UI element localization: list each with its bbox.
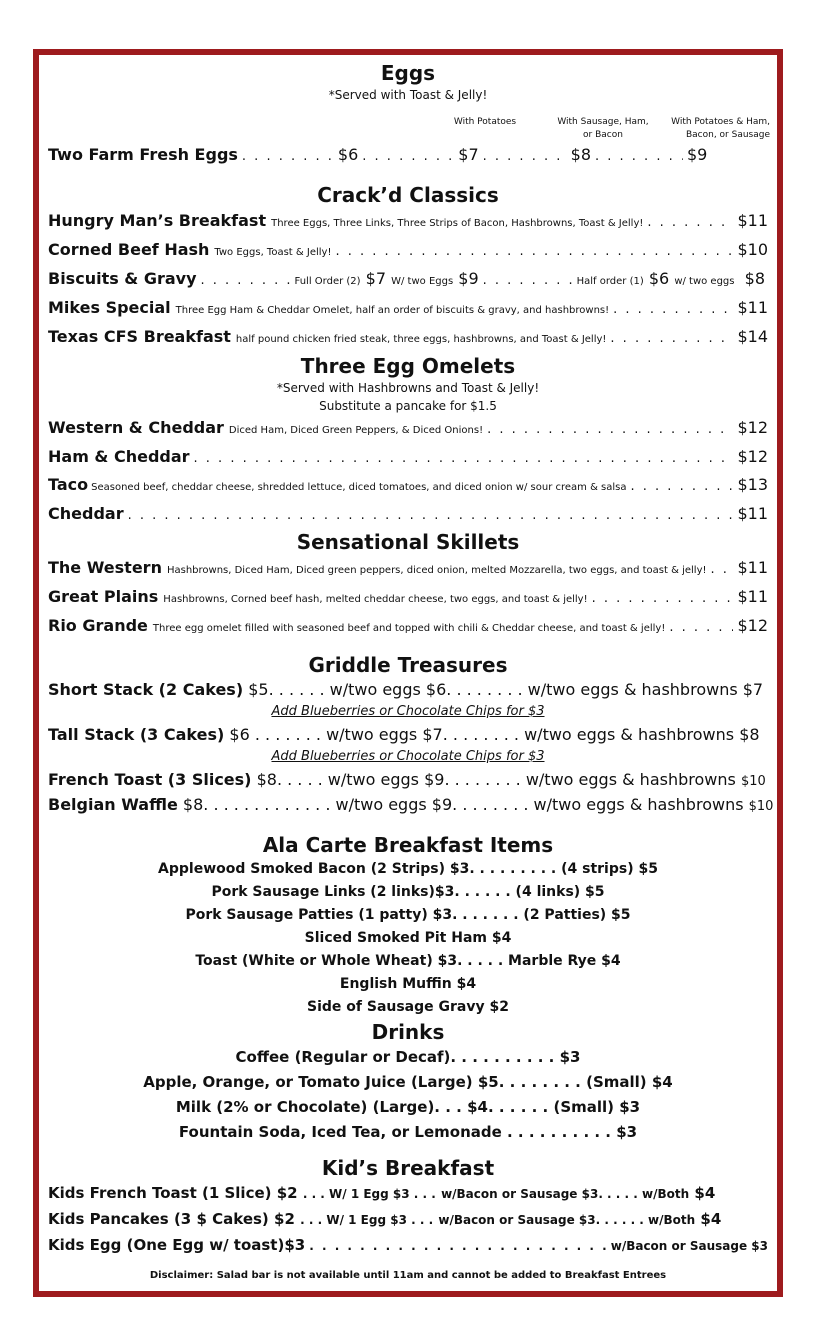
classics-item-row xyxy=(48,237,768,266)
menu-item-desc: Hashbrowns, Diced Ham, Diced green peppers, diced onion, melted Mozzarella, two eggs, and toast & jelly! xyxy=(166,565,707,576)
eggs-item-name: Two Farm Fresh Eggs xyxy=(48,145,238,164)
eggs-col-header-sausage: With Sausage, Ham, or Bacon xyxy=(557,117,649,140)
menu-item-price: $14 xyxy=(737,327,768,346)
menu-item-price: $12 xyxy=(737,616,768,635)
biscuits-eggs-price: $9 xyxy=(458,269,479,288)
menu-item-price: $11 xyxy=(737,211,768,230)
biscuits-eggs-label: W/ two Eggs xyxy=(391,276,454,287)
menu-item-desc: Three Egg Ham & Cheddar Omelet, half an order of biscuits & gravy, and hashbrowns! xyxy=(175,305,610,316)
omelets-note: *Served with Hashbrowns and Toast & Jelly! xyxy=(276,381,540,395)
classics-title: Crack’d Classics xyxy=(317,183,499,207)
griddle-eggs-price: w/two eggs $9 xyxy=(327,770,445,789)
classics-item-row xyxy=(48,295,768,324)
kids-egg-option: . . . W/ 1 Egg $3 . . . xyxy=(302,1187,436,1201)
omelet-item-row xyxy=(48,415,768,444)
menu-item-price: $10 xyxy=(737,240,768,259)
menu-item-name: Rio Grande xyxy=(48,616,148,635)
menu-item-desc: Seasoned beef, cheddar cheese, shredded lettuce, diced tomatoes, and diced onion w/ sour cream & salsa xyxy=(91,482,627,493)
griddle-hashbrowns-label: w/two eggs & hashbrowns xyxy=(525,770,736,789)
menu-item-name: Kids Pancakes (3 $ Cakes) $2 xyxy=(48,1210,295,1228)
biscuits-half-eggs-price: $8 xyxy=(744,269,766,288)
griddle-eggs-price: w/two eggs $7 xyxy=(326,725,443,744)
classics-item-row xyxy=(48,208,768,237)
classics-item-row xyxy=(48,324,768,353)
menu-item-price: $12 xyxy=(737,447,768,466)
eggs-note: *Served with Toast & Jelly! xyxy=(328,88,488,102)
ala-carte-item: Side of Sausage Gravy $2 xyxy=(307,999,509,1015)
omelets-title: Three Egg Omelets xyxy=(300,354,516,378)
ala-carte-item: Pork Sausage Links (2 links)$3. . . . . . (4 links) $5 xyxy=(211,884,605,900)
eggs-col-header-potatoes: With Potatoes xyxy=(453,117,517,127)
drink-item: Fountain Soda, Iced Tea, or Lemonade . . . . . . . . . . $3 xyxy=(178,1123,638,1141)
ala-carte-item: Sliced Smoked Pit Ham $4 xyxy=(304,930,512,946)
griddle-hashbrowns-price: $10 xyxy=(740,774,766,789)
menu-item-price: $11 xyxy=(737,298,768,317)
eggs-price-3: $8 xyxy=(570,145,591,164)
griddle-price: $5 xyxy=(248,680,269,699)
menu-item-price: $11 xyxy=(737,504,768,523)
kids-both-price: $4 xyxy=(694,1184,716,1202)
menu-item-price: $12 xyxy=(737,418,768,437)
ala-carte-item: Toast (White or Whole Wheat) $3. . . . . Marble Rye $4 xyxy=(195,953,621,969)
menu-content xyxy=(48,60,774,1285)
menu-item-desc: Two Eggs, Toast & Jelly! xyxy=(214,247,332,258)
griddle-title: Griddle Treasures xyxy=(308,653,508,677)
menu-item-name: Texas CFS Breakfast xyxy=(48,327,231,346)
eggs-col-header-potatoes-meat: With Potatoes & Ham, Bacon, or Sausage xyxy=(671,117,770,140)
menu-item-name: Taco xyxy=(48,475,89,494)
menu-item-name: Corned Beef Hash xyxy=(48,240,210,259)
menu-item-name: Short Stack (2 Cakes) xyxy=(48,680,244,699)
menu-item-name: Kids French Toast (1 Slice) $2 xyxy=(48,1184,298,1202)
griddle-item-row: Short Stack (2 Cakes) $5. . . . . . w/two eggs $6. . . . . . . . w/two eggs & hashbrowns $7 xyxy=(48,680,764,699)
omelets-substitute-note: Substitute a pancake for $1.5 xyxy=(319,399,497,413)
griddle-item-row: Tall Stack (3 Cakes) $6 . . . . . . . w/two eggs $7. . . . . . . . w/two eggs & hashbrowns $8 xyxy=(48,725,760,744)
biscuits-half-label: Half order (1) xyxy=(576,276,644,287)
biscuits-half-eggs-label: w/ two eggs xyxy=(674,276,735,287)
menu-item-desc: Hashbrowns, Corned beef hash, melted cheddar cheese, two eggs, and toast & jelly! xyxy=(163,594,588,605)
eggs-price-4: $9 xyxy=(687,145,708,164)
skillets-title: Sensational Skillets xyxy=(296,530,520,554)
griddle-hashbrowns-label: w/two eggs & hashbrowns xyxy=(533,795,744,814)
menu-item-name: Biscuits & Gravy xyxy=(48,269,197,288)
menu-item-name: French Toast (3 Slices) xyxy=(48,770,252,789)
ala-carte-item: Pork Sausage Patties (1 patty) $3. . . . . . . (2 Patties) $5 xyxy=(185,907,631,923)
griddle-addon-note: Add Blueberries or Chocolate Chips for $3 xyxy=(271,749,545,764)
menu-item-name: Cheddar xyxy=(48,504,124,523)
eggs-item-row xyxy=(48,142,724,170)
omelet-item-row xyxy=(48,472,768,501)
griddle-eggs-price: w/two eggs $6 xyxy=(329,680,447,699)
griddle-item-row: French Toast (3 Slices) $8. . . . . w/two eggs $9. . . . . . . . w/two eggs & hashbrowns $10 xyxy=(48,770,766,789)
eggs-column-headers xyxy=(48,116,768,142)
kids-title: Kid’s Breakfast xyxy=(321,1156,495,1180)
kids-item-row xyxy=(48,1207,768,1233)
kids-meat-option: w/Bacon or Sausage $3. . . . . w/Both xyxy=(441,1187,690,1201)
griddle-price: $8 xyxy=(256,770,277,789)
menu-item-desc: Three Eggs, Three Links, Three Strips of Bacon, Hashbrowns, Toast & Jelly! xyxy=(271,218,644,229)
menu-item-desc: Three egg omelet filled with seasoned beef and topped with chili & Cheddar cheese, and toast & jelly! xyxy=(152,623,666,634)
griddle-hashbrowns-price: w/two eggs & hashbrowns $7 xyxy=(527,680,764,699)
menu-item-name: The Western xyxy=(48,558,162,577)
eggs-title: Eggs xyxy=(380,61,436,85)
menu-item-name: Hungry Man’s Breakfast xyxy=(48,211,267,230)
biscuits-full-price: $7 xyxy=(365,269,387,288)
menu-item-desc: half pound chicken fried steak, three eggs, hashbrowns, and Toast & Jelly! xyxy=(235,334,607,345)
kids-egg-option: . . . W/ 1 Egg $3 . . . xyxy=(300,1213,434,1227)
menu-item-name: Belgian Waffle xyxy=(48,795,178,814)
drink-item: Coffee (Regular or Decaf). . . . . . . . . . $3 xyxy=(235,1048,581,1066)
kids-item-row xyxy=(48,1181,768,1207)
biscuits-gravy-row xyxy=(48,266,768,295)
kids-egg-row xyxy=(48,1233,768,1259)
omelet-item-row xyxy=(48,444,768,472)
drinks-title: Drinks xyxy=(371,1020,445,1044)
eggs-price-2: $7 xyxy=(458,145,479,164)
kids-meat-option: w/Bacon or Sausage $3 xyxy=(610,1239,768,1253)
menu-item-price: $13 xyxy=(737,475,768,494)
menu-item-desc: Diced Ham, Diced Green Peppers, & Diced Onions! xyxy=(228,425,484,436)
griddle-hashbrowns-price: w/two eggs & hashbrowns $8 xyxy=(524,725,760,744)
menu-item-name: Ham & Cheddar xyxy=(48,447,190,466)
menu-item-name: Western & Cheddar xyxy=(48,418,224,437)
disclaimer: Disclaimer: Salad bar is not available until 11am and cannot be added to Breakfast Entrees xyxy=(149,1270,667,1281)
drink-item: Apple, Orange, or Tomato Juice (Large) $5. . . . . . . . (Small) $4 xyxy=(143,1073,673,1091)
menu-item-name: Kids Egg (One Egg w/ toast)$3 xyxy=(48,1236,306,1254)
ala-carte-title: Ala Carte Breakfast Items xyxy=(262,833,554,857)
menu-item-price: $11 xyxy=(737,558,768,577)
menu-item-name: Tall Stack (3 Cakes) xyxy=(48,725,225,744)
biscuits-half-price: $6 xyxy=(648,269,670,288)
ala-carte-item: Applewood Smoked Bacon (2 Strips) $3. . . . . . . . . (4 strips) $5 xyxy=(158,861,658,877)
kids-both-price: $4 xyxy=(700,1210,722,1228)
eggs-price-1: $6 xyxy=(337,145,359,164)
griddle-price: $6 xyxy=(229,725,250,744)
skillet-item-row xyxy=(48,555,768,584)
griddle-price: $8 xyxy=(182,795,204,814)
menu-item-name: Great Plains xyxy=(48,587,159,606)
griddle-eggs-price: w/two eggs $9 xyxy=(335,795,453,814)
griddle-addon-note: Add Blueberries or Chocolate Chips for $3 xyxy=(271,704,545,719)
ala-carte-item: English Muffin $4 xyxy=(339,976,477,992)
skillet-item-row xyxy=(48,584,768,613)
griddle-item-row: Belgian Waffle $8. . . . . . . . . . . . . w/two eggs $9. . . . . . . . w/two eggs & hashbrowns $10 xyxy=(48,795,774,814)
skillet-item-row xyxy=(48,613,768,642)
omelet-item-row xyxy=(48,501,768,529)
kids-meat-option: w/Bacon or Sausage $3. . . . . . w/Both xyxy=(438,1213,696,1227)
griddle-hashbrowns-price: $10 xyxy=(748,799,774,814)
drink-item: Milk (2% or Chocolate) (Large). . . $4. . . . . . (Small) $3 xyxy=(175,1098,641,1116)
biscuits-full-label: Full Order (2) xyxy=(294,276,361,287)
menu-item-name: Mikes Special xyxy=(48,298,171,317)
menu-item-price: $11 xyxy=(737,587,768,606)
